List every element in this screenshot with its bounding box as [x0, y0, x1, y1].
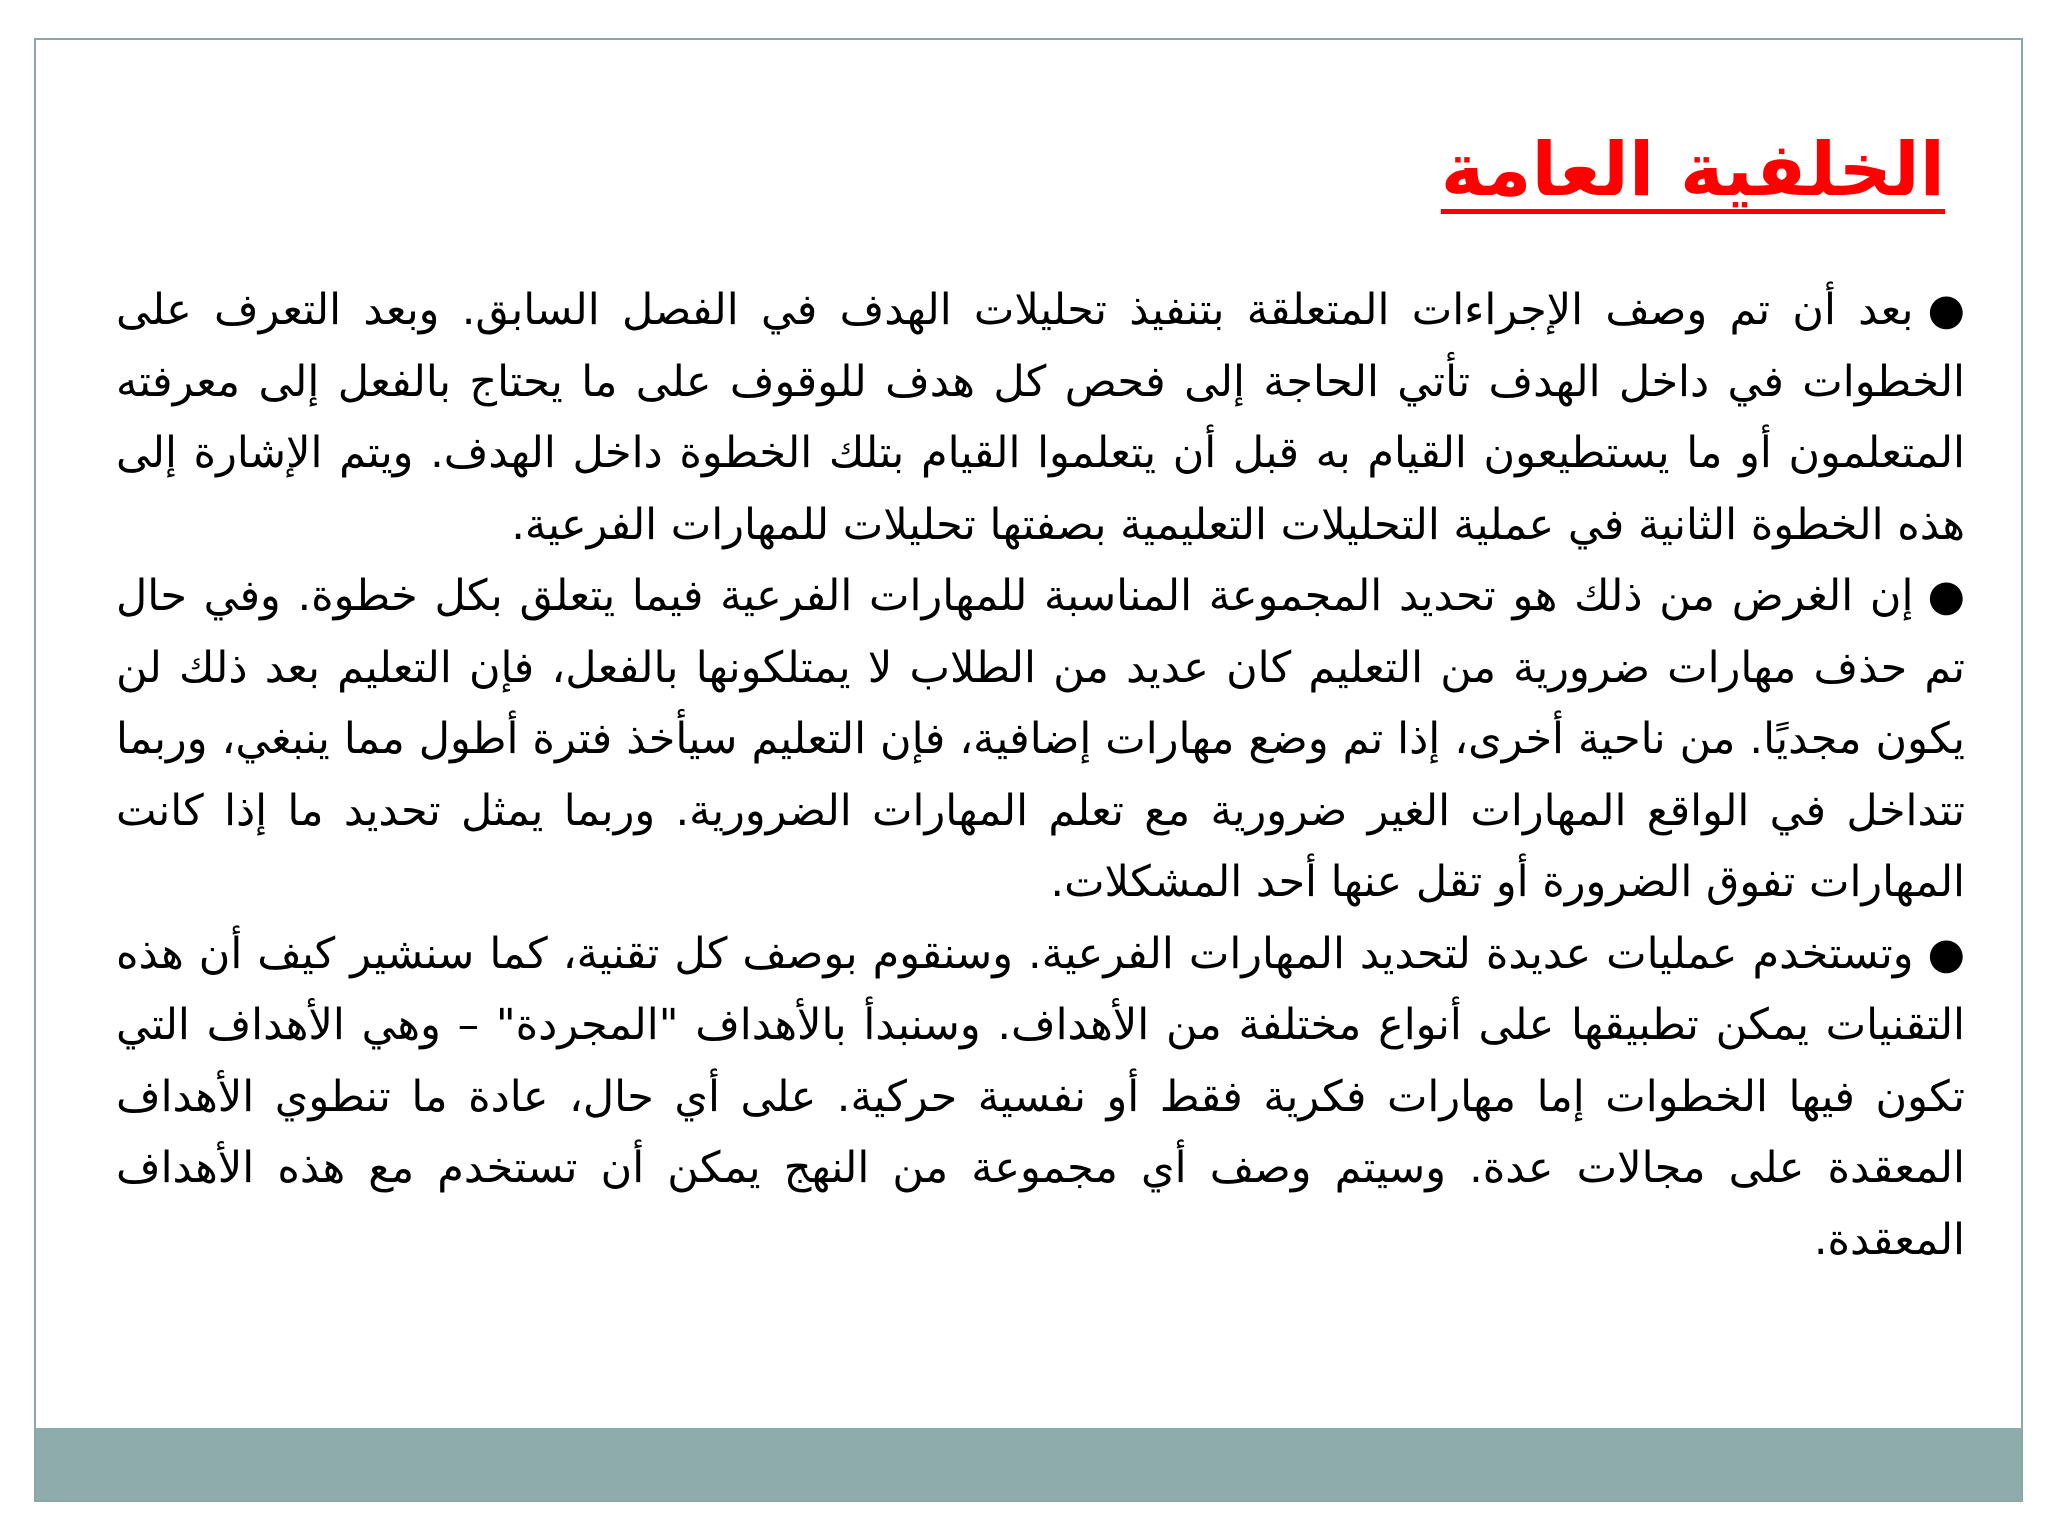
slide-body	[116, 275, 1965, 1276]
bullet-icon: ●	[1927, 928, 1965, 979]
paragraph-text: بعد أن تم وصف الإجراءات المتعلقة بتنفيذ تحليلات الهدف في الفصل السابق. وبعد التعرف على الخطوات في داخل الهدف تأتي الحاجة إلى فحص كل هدف للوقوف على ما يحتاج بالفعل إلى معرفته المتعلمون أو ما يستطيعون القيام به قبل أن يتعلموا القيام بتلك الخطوة داخل الهدف. ويتم الإشارة إلى هذه الخطوة الثانية في عملية التحليلات التعليمية بصفتها تحليلات للمهارات الفرعية.	[116, 285, 1965, 550]
slide	[34, 38, 2023, 1502]
paragraph-text: إن الغرض من ذلك هو تحديد المجموعة المناسبة للمهارات الفرعية فيما يتعلق بكل خطوة. وفي حال تم حذف مهارات ضرورية من التعليم كان عديد من الطلاب لا يمتلكونها بالفعل، فإن التعليم بعد ذلك لن يكون مجديًا. من ناحية أخرى، إذا تم وضع مهارات إضافية، فإن التعليم سيأخذ فترة أطول مما ينبغي، وربما تتداخل في الواقع المهارات الغير ضرورية مع تعلم المهارات الضرورية. وربما يمثل تحديد ما إذا كانت المهارات تفوق الضرورة أو تقل عنها أحد المشكلات.	[116, 571, 1965, 907]
bullet-icon: ●	[1927, 285, 1965, 335]
bullet-paragraph-3	[116, 919, 1965, 1277]
bullet-icon: ●	[1927, 571, 1965, 621]
footer-bar	[36, 1428, 2021, 1500]
slide-title: الخلفية العامة	[1440, 127, 1945, 213]
bullet-paragraph-1	[116, 275, 1965, 561]
bullet-paragraph-2	[116, 561, 1965, 919]
paragraph-text: وتستخدم عمليات عديدة لتحديد المهارات الفرعية. وسنقوم بوصف كل تقنية، كما سنشير كيف أن هذه التقنيات يمكن تطبيقها على أنواع مختلفة من الأهداف. وسنبدأ بالأهداف "المجردة" – وهي الأهداف التي تكون فيها الخطوات إما مهارات فكرية فقط أو نفسية حركية. على أي حال، عادة ما تنطوي الأهداف المعقدة على مجالات عدة. وسيتم وصف أي مجموعة من النهج يمكن أن تستخدم مع هذه الأهداف المعقدة.	[116, 928, 1965, 1265]
